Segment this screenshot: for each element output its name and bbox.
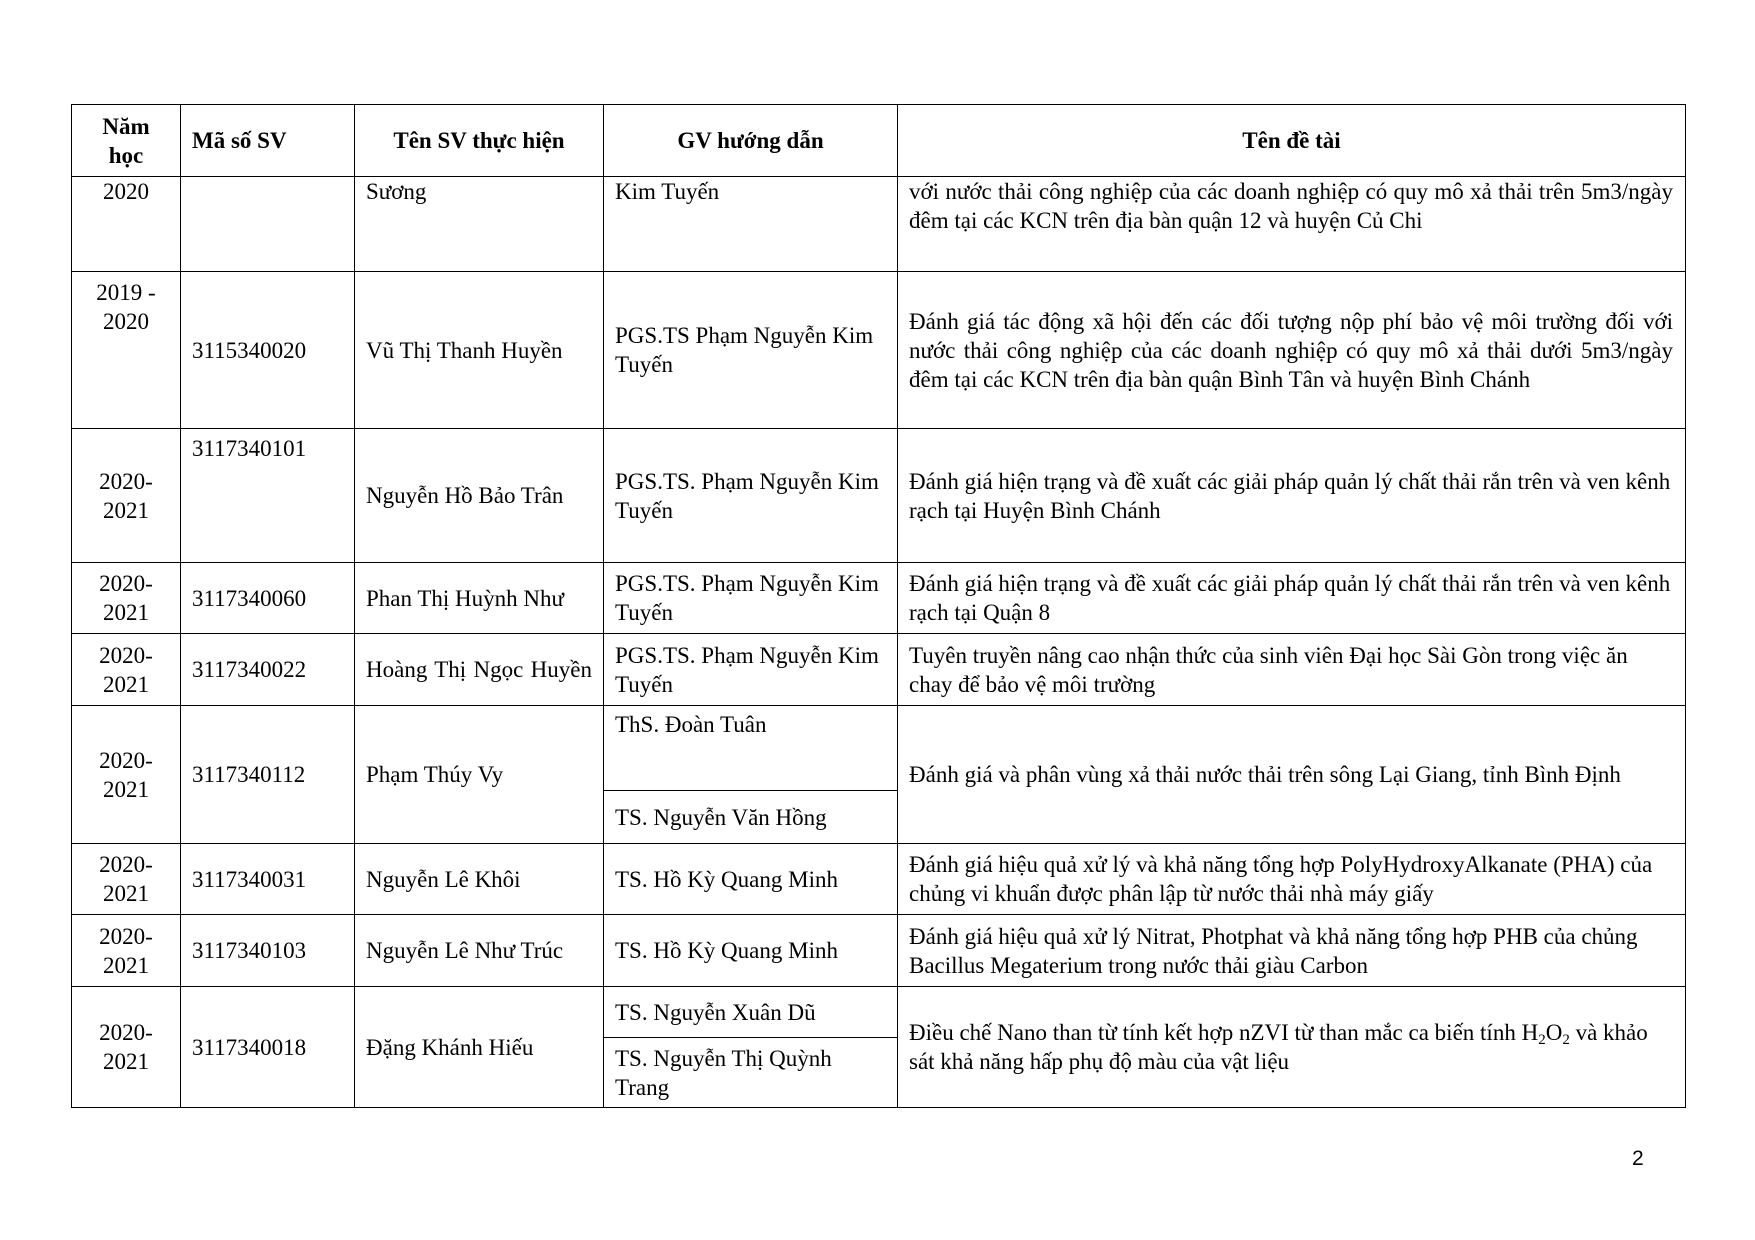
cell-student-name: Phan Thị Huỳnh Như [355,563,604,634]
cell-year: 2020-2021 [72,987,181,1108]
cell-student-name: Phạm Thúy Vy [355,706,604,844]
table-row [72,987,1686,1038]
subscript-2: 2 [1538,1032,1546,1048]
cell-topic: Đánh giá tác động xã hội đến các đối tượng nộp phí bảo vệ môi trường đối với nước thải công nghiệp của các doanh nghiệp có quy mô xả thải dưới 5m3/ngày đêm tại các KCN trên địa bàn quận Bình Tân và huyện Bình Chánh [898,272,1686,429]
cell-student-id: 3117340101 [181,429,355,563]
cell-year: 2020-2021 [72,563,181,634]
table-row [72,634,1686,706]
cell-advisor-secondary: TS. Nguyễn Văn Hồng [604,791,898,844]
cell-student-name: Đặng Khánh Hiếu [355,987,604,1108]
cell-student-id: 3115340020 [181,272,355,429]
table-row [72,429,1686,563]
header-advisor: GV hướng dẫn [604,105,898,177]
cell-student-id: 3117340103 [181,915,355,987]
cell-student-name: Hoàng Thị Ngọc Huyền [355,634,604,706]
cell-topic: Đánh giá và phân vùng xả thải nước thải trên sông Lại Giang, tỉnh Bình Định [898,706,1686,844]
cell-student-name: Nguyễn Hồ Bảo Trân [355,429,604,563]
thesis-topics-table [71,104,1686,1108]
cell-year: 2020-2021 [72,915,181,987]
cell-student-id [181,177,355,272]
cell-advisor-secondary: TS. Nguyễn Thị Quỳnh Trang [604,1038,898,1108]
cell-advisor: PGS.TS. Phạm Nguyễn Kim Tuyến [604,429,898,563]
cell-advisor: PGS.TS Phạm Nguyễn Kim Tuyến [604,272,898,429]
table-row [72,915,1686,987]
cell-student-id: 3117340060 [181,563,355,634]
cell-advisor: TS. Hồ Kỳ Quang Minh [604,844,898,915]
header-student-name: Tên SV thực hiện [355,105,604,177]
cell-topic [898,987,1686,1108]
table-row [72,706,1686,791]
cell-year: 2019 - 2020 [72,272,181,429]
topic-text-part: Điều chế Nano than từ tính kết hợp nZVI từ than mắc ca biến tính H [909,1020,1539,1045]
cell-year: 2020 [72,177,181,272]
cell-student-id: 3117340022 [181,634,355,706]
cell-topic: với nước thải công nghiệp của các doanh nghiệp có quy mô xả thải trên 5m3/ngày đêm tại các KCN trên địa bàn quận 12 và huyện Củ Chi [898,177,1686,272]
cell-advisor: PGS.TS. Phạm Nguyễn Kim Tuyến [604,563,898,634]
cell-student-id: 3117340031 [181,844,355,915]
header-academic-year: Năm học [72,105,181,177]
table-header-row [72,105,1686,177]
cell-topic: Tuyên truyền nâng cao nhận thức của sinh viên Đại học Sài Gòn trong việc ăn chay để bảo vệ môi trường [898,634,1686,706]
table-row [72,177,1686,272]
header-student-id: Mã số SV [181,105,355,177]
cell-year: 2020-2021 [72,429,181,563]
cell-student-name: Sương [355,177,604,272]
topic-text-part: và khảo sát khả năng hấp phụ độ màu của vật liệu [909,1020,1648,1074]
cell-advisor: Kim Tuyến [604,177,898,272]
cell-advisor-primary: TS. Nguyễn Xuân Dũ [604,987,898,1038]
cell-student-name: Nguyễn Lê Khôi [355,844,604,915]
topic-text-part: O [1545,1020,1563,1045]
cell-advisor-primary: ThS. Đoàn Tuân [604,706,898,791]
cell-advisor: PGS.TS. Phạm Nguyễn Kim Tuyến [604,634,898,706]
cell-topic: Đánh giá hiện trạng và đề xuất các giải pháp quản lý chất thải rắn trên và ven kênh rạch tại Quận 8 [898,563,1686,634]
header-topic: Tên đề tài [898,105,1686,177]
cell-advisor: TS. Hồ Kỳ Quang Minh [604,915,898,987]
cell-student-id: 3117340112 [181,706,355,844]
cell-topic: Đánh giá hiện trạng và đề xuất các giải pháp quản lý chất thải rắn trên và ven kênh rạch tại Huyện Bình Chánh [898,429,1686,563]
table-row [72,844,1686,915]
cell-year: 2020-2021 [72,844,181,915]
cell-topic: Đánh giá hiệu quả xử lý Nitrat, Photphat và khả năng tổng hợp PHB của chủng Bacillus Megaterium trong nước thải giàu Carbon [898,915,1686,987]
cell-year: 2020-2021 [72,706,181,844]
page-number: 2 [1632,1147,1644,1170]
table-row [72,272,1686,429]
cell-year: 2020-2021 [72,634,181,706]
table-row [72,563,1686,634]
cell-student-name: Vũ Thị Thanh Huyền [355,272,604,429]
cell-topic: Đánh giá hiệu quả xử lý và khả năng tổng hợp PolyHydroxyAlkanate (PHA) của chủng vi khuẩn được phân lập từ nước thải nhà máy giấy [898,844,1686,915]
cell-student-id: 3117340018 [181,987,355,1108]
cell-student-name: Nguyễn Lê Như Trúc [355,915,604,987]
subscript-2: 2 [1562,1032,1570,1048]
